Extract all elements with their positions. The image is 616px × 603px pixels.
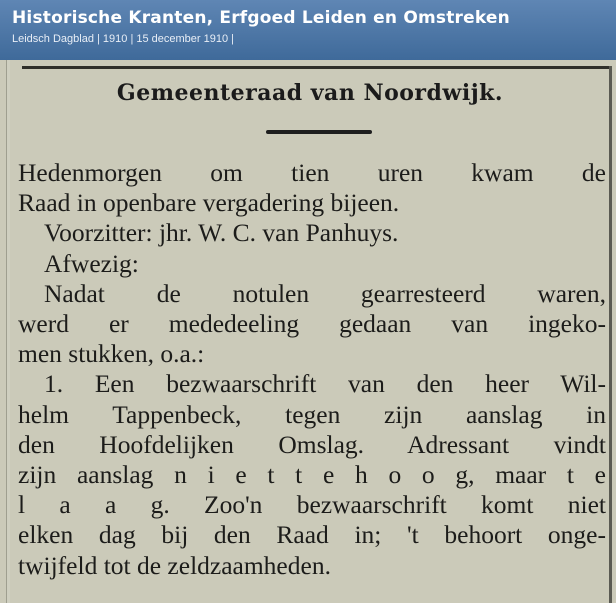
site-header	[0, 0, 616, 60]
body-line: twijfeld tot de zeldzaamheden.	[18, 550, 331, 580]
body-line: Nadat de notulen gearresteerd waren,	[44, 278, 606, 308]
newspaper-clipping	[0, 60, 616, 603]
body-line: Afwezig:	[44, 248, 139, 278]
body-line: den Hoofdelijken Omslag. Adressant vindt	[18, 429, 606, 459]
article-meta: Leidsch Dagblad | 1910 | 15 december 1910 |	[12, 33, 235, 45]
body-line: Voorzitter: jhr. W. C. van Panhuys.	[44, 218, 399, 248]
body-line: werd er mededeeling gedaan van ingeko-	[18, 309, 606, 339]
top-rule	[22, 66, 612, 69]
body-line: 1. Een bezwaarschrift van den heer Wil-	[44, 369, 606, 399]
headline-ornament-rule	[266, 130, 372, 134]
body-line: elken dag bij den Raad in; 't behoort onge-	[18, 520, 606, 550]
article-body	[18, 158, 606, 581]
column-rule	[609, 66, 612, 603]
body-line: helm Tappenbeck, tegen zijn aanslag in	[18, 399, 606, 429]
body-line: Raad in openbare vergadering bijeen.	[18, 188, 400, 218]
body-line: zijn aanslag n i e t t e h o o g, maar t e	[18, 460, 606, 490]
body-line: l a a g. Zoo'n bezwaarschrift komt niet	[18, 490, 606, 520]
body-line: Hedenmorgen om tien uren kwam de	[18, 158, 606, 187]
left-border	[6, 60, 10, 603]
article-headline: Gemeenteraad van Noordwijk.	[116, 80, 504, 106]
site-title[interactable]: Historische Kranten, Erfgoed Leiden en Omstreken	[12, 8, 510, 28]
body-line: men stukken, o.a.:	[18, 339, 205, 369]
